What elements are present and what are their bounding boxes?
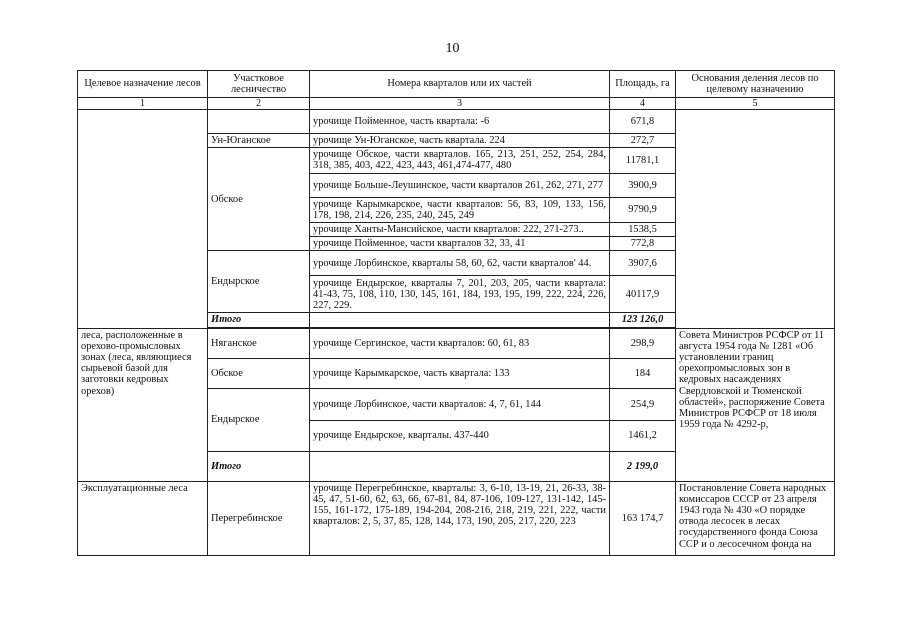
purpose-cell-empty <box>78 110 208 329</box>
table-row <box>78 328 835 358</box>
column-number: 1 <box>78 98 208 110</box>
quarters-cell-empty <box>310 451 610 481</box>
area-cell: 163 174,7 <box>610 481 676 555</box>
area-cell: 1538,5 <box>610 223 676 237</box>
quarters-cell: урочище Ендырское, кварталы. 437-440 <box>310 420 610 451</box>
forestry-cell: Обское <box>208 148 310 251</box>
quarters-cell: урочище Пойменное, части кварталов 32, 33, 41 <box>310 237 610 251</box>
table-row <box>78 481 835 555</box>
forestry-cell: Ендырское <box>208 251 310 313</box>
header-purpose: Целевое назначение лесов <box>78 71 208 98</box>
forestry-cell: Ендырское <box>208 388 310 451</box>
header-basis: Основания деления лесов по целевому назначению <box>676 71 835 98</box>
quarters-cell: урочище Лорбинское, кварталы 58, 60, 62, части кварталов' 44. <box>310 251 610 276</box>
purpose-cell: Эксплуатационные леса <box>78 481 208 555</box>
quarters-cell: урочище Ун-Юганское, часть квартала. 224 <box>310 134 610 148</box>
total-label: Итого <box>208 451 310 481</box>
total-value: 2 199,0 <box>610 451 676 481</box>
column-number: 4 <box>610 98 676 110</box>
area-cell: 254,9 <box>610 388 676 420</box>
quarters-cell: урочище Карымкарское, часть квартала: 133 <box>310 358 610 388</box>
forestry-cell: Обское <box>208 358 310 388</box>
basis-cell-empty <box>676 110 835 329</box>
quarters-cell: урочище Пойменное, часть квартала: -6 <box>310 110 610 134</box>
forestry-cell: Няганское <box>208 328 310 358</box>
area-cell: 3907,6 <box>610 251 676 276</box>
area-cell: 40117,9 <box>610 276 676 313</box>
quarters-cell: урочище Ендырское, кварталы 7, 201, 203, 205, части квартала: 41-43, 75, 108, 110, 130, 145, 161, 184, 193, 195, 199, 222, 224, 226, 227, 229. <box>310 276 610 313</box>
forestry-cell: Ун-Юганское <box>208 134 310 148</box>
area-cell: 3900,9 <box>610 173 676 197</box>
header-area: Площадь, га <box>610 71 676 98</box>
table-row <box>78 110 835 134</box>
quarters-cell-empty <box>310 313 610 327</box>
basis-cell: Совета Министров РСФСР от 11 августа 1954 года № 1281 «Об установлении границ орехопромысловых зон в кедровых насаждениях Свердловской и Тюменской областей», распоряжение Совета Министров РСФСР от 18 июля 1959 года № 4292-р, <box>676 328 835 481</box>
quarters-cell: урочище Ханты-Мансийское, части кварталов: 222, 271-273.. <box>310 223 610 237</box>
column-number-row <box>78 98 835 110</box>
total-value: 123 126,0 <box>610 313 676 327</box>
area-cell: 671,8 <box>610 110 676 134</box>
page-number: 10 <box>445 41 460 56</box>
basis-cell: Постановление Совета народных комиссаров СССР от 23 апреля 1943 года № 430 «О порядке отвода лесосек в лесах государственного фонда Союза ССР и о лесосечном фонда на <box>676 481 835 555</box>
quarters-cell: урочище Больше-Леушинское, части кварталов 261, 262, 271, 277 <box>310 173 610 197</box>
area-cell: 772,8 <box>610 237 676 251</box>
header-forestry: Участковое лесничество <box>208 71 310 98</box>
column-number: 5 <box>676 98 835 110</box>
area-cell: 1461,2 <box>610 420 676 451</box>
forestry-cell: Перегребинское <box>208 481 310 555</box>
quarters-cell: урочище Лорбинское, части кварталов: 4, 7, 61, 144 <box>310 388 610 420</box>
total-label: Итого <box>208 313 310 327</box>
quarters-cell: урочище Перегребинское, кварталы: 3, 6-10, 13-19, 21, 26-33, 38-45, 47, 51-60, 62, 63, 66, 67-81, 84, 87-106, 109-127, 131-142, 145-155, 161-172, 175-189, 194-204, 208-216, 218, 219, 221, 222, части кварталов: 2, 5, 37, 85, 128, 144, 173, 190, 205, 217, 220, 223 <box>310 481 610 555</box>
area-cell: 272,7 <box>610 134 676 148</box>
header-quarters: Номера кварталов или их частей <box>310 71 610 98</box>
column-number: 3 <box>310 98 610 110</box>
quarters-cell: урочище Сергинское, части кварталов: 60, 61, 83 <box>310 328 610 358</box>
area-cell: 11781,1 <box>610 148 676 173</box>
purpose-cell: леса, расположенные в орехово-промысловых зонах (леса, являющиеся сырьевой базой для заготовки кедровых орехов) <box>78 328 208 481</box>
area-cell: 298,9 <box>610 328 676 358</box>
quarters-cell: урочище Карымкарское, части кварталов: 56, 83, 109, 133, 156, 178, 198, 214, 226, 235, 240, 245, 249 <box>310 197 610 222</box>
area-cell: 184 <box>610 358 676 388</box>
area-cell: 9790,9 <box>610 197 676 222</box>
column-number: 2 <box>208 98 310 110</box>
header-row <box>78 71 835 98</box>
forestry-cell-empty <box>208 110 310 134</box>
forest-purpose-table <box>77 70 835 556</box>
quarters-cell: урочище Обское, части кварталов. 165, 213, 251, 252, 254, 284, 318, 385, 403, 422, 423, 443, 461,474-477, 480 <box>310 148 610 173</box>
